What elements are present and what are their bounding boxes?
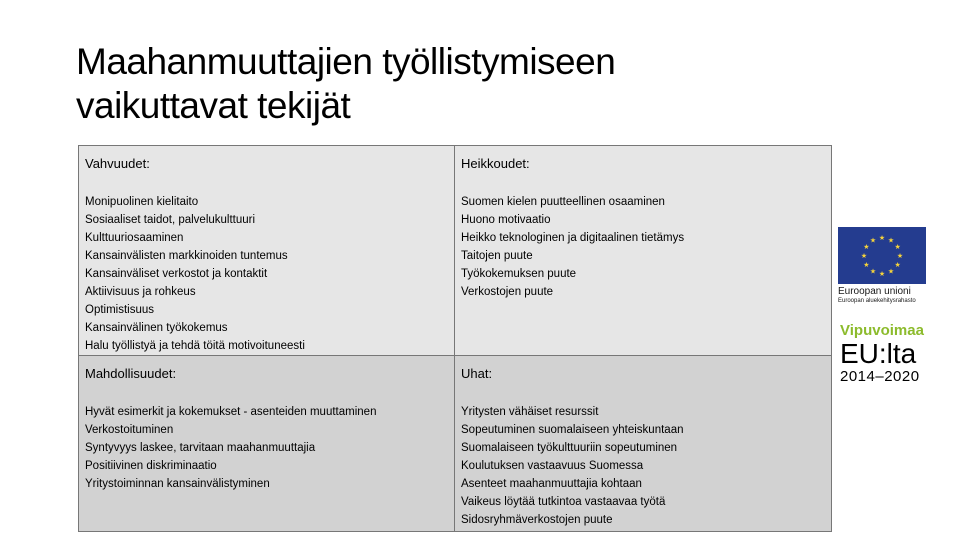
eu-star-icon: ★ [863,262,870,269]
title-line-2: vaikuttavat tekijät [76,85,351,126]
list-item: Kansainväliset verkostot ja kontaktit [85,268,268,280]
weaknesses-list [461,193,825,301]
eu-caption: Euroopan unioni [838,286,911,297]
list-item: Hyvät esimerkit ja kokemukset - asenteiden muuttaminen [85,406,377,418]
swot-table [78,145,832,532]
list-item: Heikko teknologinen ja digitaalinen tietämys [461,232,685,244]
list-item: Asenteet maahanmuuttajia kohtaan [461,478,642,490]
title-line-1: Maahanmuuttajien työllistymiseen [76,41,616,82]
list-item: Taitojen puute [461,250,533,262]
eu-star-icon: ★ [896,253,904,260]
list-item: Vaikeus löytää tutkintoa vastaavaa työtä [461,496,666,508]
list-item: Sopeutuminen suomalaiseen yhteiskuntaan [461,424,684,436]
strengths-heading: Vahvuudet: [85,156,150,171]
list-item: Koulutuksen vastaavuus Suomessa [461,460,644,472]
list-item: Suomen kielen puutteellinen osaaminen [461,196,665,208]
list-item: Positiivinen diskriminaatio [85,460,217,472]
weaknesses-heading: Heikkoudet: [461,156,530,171]
eu-star-icon: ★ [878,271,886,278]
vipuvoimaa-logo [840,322,940,385]
list-item: Yritystoiminnan kansainvälistyminen [85,478,270,490]
list-item: Syntyvyys laskee, tarvitaan maahanmuuttajia [85,442,316,454]
eu-star-icon: ★ [894,262,901,269]
list-item: Optimistisuus [85,304,155,316]
strengths-cell [79,146,455,356]
list-item: Verkostojen puute [461,286,554,298]
strengths-list [85,193,448,355]
list-item: Työkokemuksen puute [461,268,577,280]
opportunities-cell [79,356,455,531]
list-item: Kansainvälinen työkokemus [85,322,228,334]
list-item: Verkostoituminen [85,424,174,436]
list-item: Huono motivaatio [461,214,551,226]
list-item: Monipuolinen kielitaito [85,196,199,208]
eu-subcaption: Euroopan aluekehitysrahasto [838,298,916,304]
slide-title [76,40,776,128]
opportunities-list [85,403,448,493]
list-item: Kansainvälisten markkinoiden tuntemus [85,250,288,262]
threats-cell [455,356,831,531]
eu-star-icon: ★ [887,268,895,276]
eu-star-icon: ★ [894,244,901,251]
list-item: Halu työllistyä ja tehdä töitä motivoituneesti [85,340,305,352]
opportunities-heading: Mahdollisuudet: [85,366,177,381]
eu-star-icon: ★ [869,237,877,245]
program-years: 2014–2020 [840,368,920,385]
eu-star-icon: ★ [878,235,886,242]
list-item: Suomalaiseen työkulttuuriin sopeutuminen [461,442,678,454]
list-item: Kulttuuriosaaminen [85,232,184,244]
eu-logo [838,227,926,305]
eu-star-icon: ★ [887,237,895,245]
threats-list [461,403,825,529]
eu-star-icon: ★ [860,253,868,260]
eu-flag-icon [838,227,926,284]
list-item: Sidosryhmäverkostojen puute [461,514,613,526]
eu-star-icon: ★ [869,268,877,276]
threats-heading: Uhat: [461,366,493,381]
list-item: Sosiaaliset taidot, palvelukulttuuri [85,214,256,226]
list-item: Yritysten vähäiset resurssit [461,406,599,418]
eu-star-icon: ★ [863,244,870,251]
eu-lta-text: EU:lta [840,338,917,369]
vipuvoimaa-title: Vipuvoimaa [840,322,924,339]
list-item: Aktiivisuus ja rohkeus [85,286,196,298]
weaknesses-cell [455,146,831,356]
